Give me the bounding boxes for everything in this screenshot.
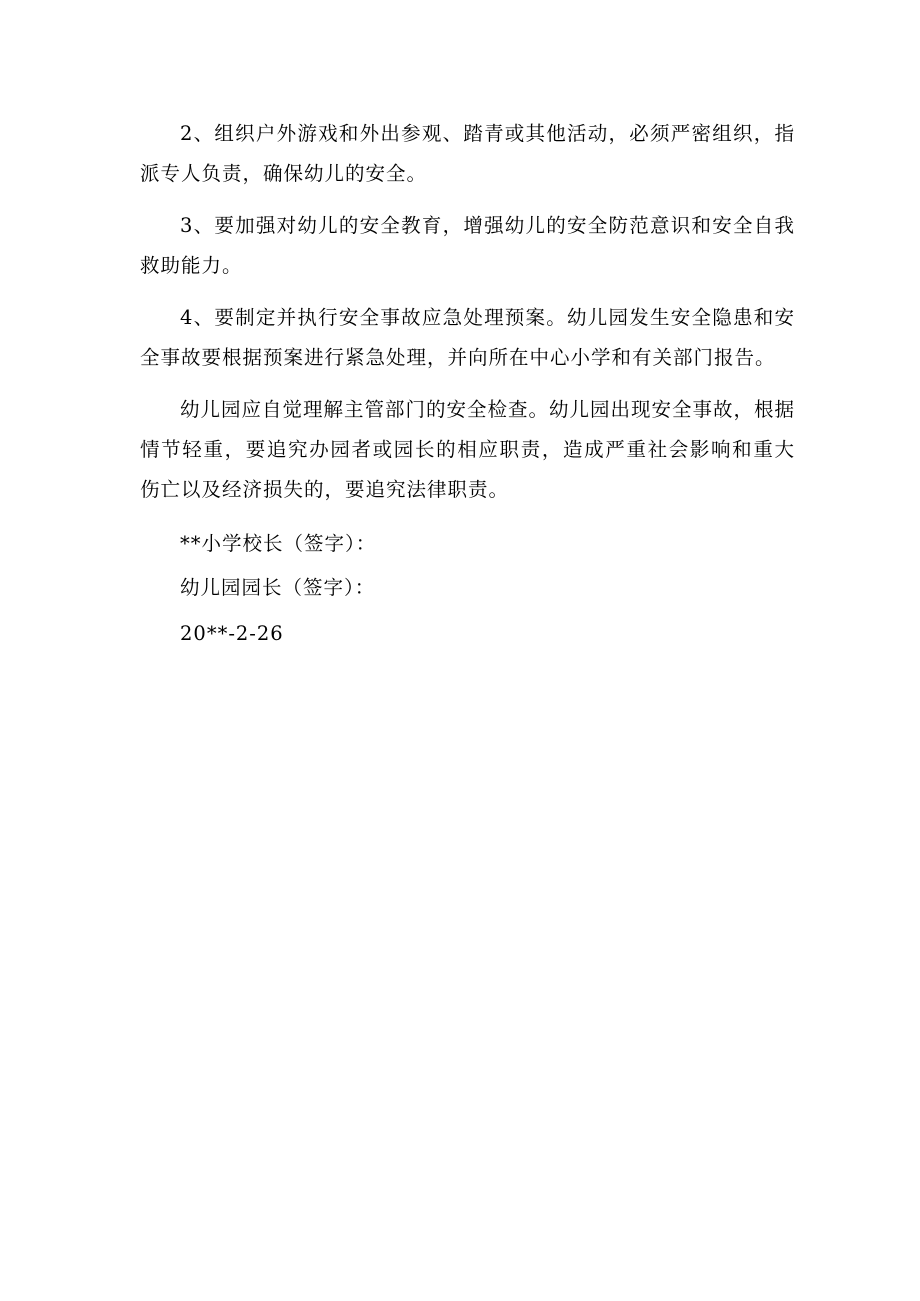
- document-body: [140, 114, 795, 656]
- director-signature-line: 幼儿园园长（签字）：: [180, 576, 376, 599]
- paragraph-item-3: 3、要加强对幼儿的安全教育，增强幼儿的安全防范意识和安全自我救助能力。: [140, 214, 795, 277]
- paragraph-item-4: 4、要制定并执行安全事故应急处理预案。幼儿园发生安全隐患和安全事故要根据预案进行紧急处理，并向所在中心小学和有关部门报告。: [140, 306, 795, 369]
- paragraph-item-2: 2、组织户外游戏和外出参观、踏青或其他活动，必须严密组织，指派专人负责，确保幼儿的安全。: [140, 122, 795, 185]
- signature-date: 20**-2-26: [180, 622, 284, 645]
- paragraph-responsibility: 幼儿园应自觉理解主管部门的安全检查。幼儿园出现安全事故，根据情节轻重，要追究办园者或园长的相应职责，造成严重社会影响和重大伤亡以及经济损失的，要追究法律职责。: [140, 398, 796, 501]
- principal-signature-line: **小学校长（签字）：: [180, 532, 377, 555]
